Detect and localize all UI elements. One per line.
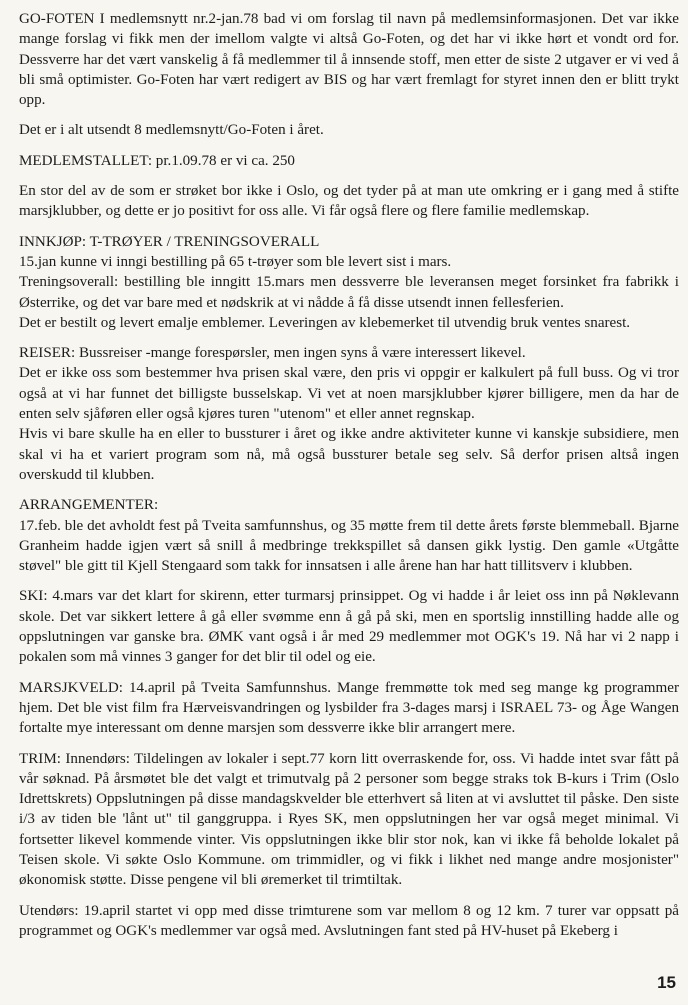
paragraph-text: SKI: 4.mars var det klart for skirenn, etter turmarsj prinsippet. Og vi hadde i år leiet oss inn på Nøklevann skole. Det var sikkert lettere å gå eller svømme enn å gå på ski, men en sportslig innstilling hadde alle og oppslutningen var ganske bra. ØMK vant også i år med 29 medlemmer mot OGK's 19. Nå har vi 2 napp i pokalen som må vinnes 3 ganger for det blir til odel og eie.	[19, 588, 679, 666]
paragraph-text: 15.jan kunne vi inngi bestilling på 65 t-trøyer som ble levert sist i mars.	[19, 253, 452, 270]
section-heading: ARRANGEMENTER:	[19, 497, 159, 514]
paragraph-text: TRIM: Innendørs: Tildelingen av lokaler i sept.77 korn litt overraskende for, oss. Vi hadde intet svar fått på vår søknad. På årsmøtet ble det valgt et trimutvalg på 2 personer som begge straks tok B-kurs i Trim (Oslo Idrettskrets) Oppslutningen på disse mandagskvelder ble etterhvert så liten at vi avsluttet til påske. Den siste i/3 av tiden ble 'lånt ut" til ganggruppa. i Ryes SK, men oppslutningen her var også meget minimal. Vi fortsetter likevel kommende vinter. Vis oppslutningen ikke blir stor nok, kan vi ikke få beholde lokalet på Teisen skole. Vi søkte Oslo Kommune. om trimmidler, og vi fikk i likhet ned mange andre mosjonister" økonomisk støtte. Disse pengene vil bli øremerket til trimtiltak.	[19, 750, 679, 889]
paragraph-text: Hvis vi bare skulle ha en eller to bussturer i året og ikke andre aktiviteter kunne vi kanskje subsidiere, men skal vi ha et variert program som nå, må også bussturer betale seg selv. Så derfor prisen altså ingen overskudd til klubben.	[19, 426, 679, 483]
paragraph-text: REISER: Bussreiser -mange forespørsler, men ingen syns å være interessert likevel.	[19, 345, 526, 362]
paragraph-text: Det er ikke oss som bestemmer hva prisen skal være, den pris vi oppgir er kalkulert på full buss. Og vi tror også at vi har funnet det billigste busselskap. Vi vet at noen marsjklubber kjører billigere, men da har de enten selv sjåføren eller også kjøres turen "utenom" et eller annet regnskap.	[19, 365, 679, 423]
paragraph-text: MEDLEMSTALLET: pr.1.09.78 er vi ca. 250	[19, 152, 295, 169]
trim-paragraph	[19, 749, 679, 891]
paragraph-text: Det er i alt utsendt 8 medlemsnytt/Go-Foten i året.	[19, 122, 324, 139]
utendors-paragraph	[19, 901, 679, 942]
document-body	[19, 9, 679, 951]
innkjop-paragraph	[19, 232, 679, 333]
utsendt-paragraph	[19, 120, 679, 140]
paragraph-text: Utendørs: 19.april startet vi opp med disse trimturene som var mellom 8 og 12 km. 7 turer var oppsatt på programmet og OGK's medlemmer var også med. Avslutningen fant sted på HV-huset på Ekeberg i	[19, 902, 679, 939]
paragraph-text: En stor del av de som er strøket bor ikke i Oslo, og det tyder på at man ute omkring er i gang med å stifte marsjklubber, og dette er jo positivt for oss alle. Vi får også flere og flere familie medlemskap.	[19, 183, 679, 220]
paragraph-text: Det er bestilt og levert emalje emblemer. Leveringen av klebemerket til utvendig bruk ventes snarest.	[19, 314, 631, 331]
paragraph-text: Treningsoverall: bestilling ble inngitt 15.mars men dessverre ble leveransen meget forsinket fra fabrikk i Østerrike, og det var bare med et nødskrik at vi nådde å få disse utsendt innen fellesferien.	[19, 274, 679, 311]
arrangementer-paragraph	[19, 495, 679, 576]
reiser-paragraph	[19, 343, 679, 485]
marsjkveld-paragraph	[19, 678, 679, 739]
ski-paragraph	[19, 586, 679, 667]
medlemstallet-paragraph	[19, 151, 679, 171]
paragraph-text: MARSJKVELD: 14.april på Tveita Samfunnshus. Mange fremmøtte tok med seg mange kg programmer hjem. Det ble vist film fra Hærveisvandringen og lysbilder fra 3-dages marsj i ISRAEL 73- og Åge Wangen fortalte mye interessant om denne marsjen som dessverre ikke blir arrangert mere.	[19, 679, 679, 737]
paragraph-text: 17.feb. ble det avholdt fest på Tveita samfunnshus, og 35 møtte frem til dette årets første blemmeball. Bjarne Granheim hadde igjen vært så snill å medbringe trekkspillet så dansen gikk lystig. Den gamle «Utgåtte støvel" ble gitt til Kjell Stengaard som takk for innsatsen i alle årene han har hatt tillitsverv i klubben.	[19, 517, 679, 575]
page-number: 15	[657, 973, 676, 992]
paragraph-text: GO-FOTEN I medlemsnytt nr.2-jan.78 bad vi om forslag til navn på medlemsinformasjonen. Det var ikke mange forslag vi fikk men der imellom valgte vi altså Go-Foten, og det har vi ikke hørt et vondt ord for. Dessverre har det vært vanskelig å få medlemmer til å innsende stoff, men etter de siste 2 utgaver er vi ved å bli små optimister. Go-Foten har vært redigert av BIS og har vært fremlagt for styret innen den er blitt trykt opp.	[19, 11, 679, 109]
section-heading: INNKJØP: T-TRØYER / TRENINGSOVERALL	[19, 233, 320, 250]
goforen-paragraph	[19, 9, 679, 110]
marsjklubber-paragraph	[19, 181, 679, 222]
